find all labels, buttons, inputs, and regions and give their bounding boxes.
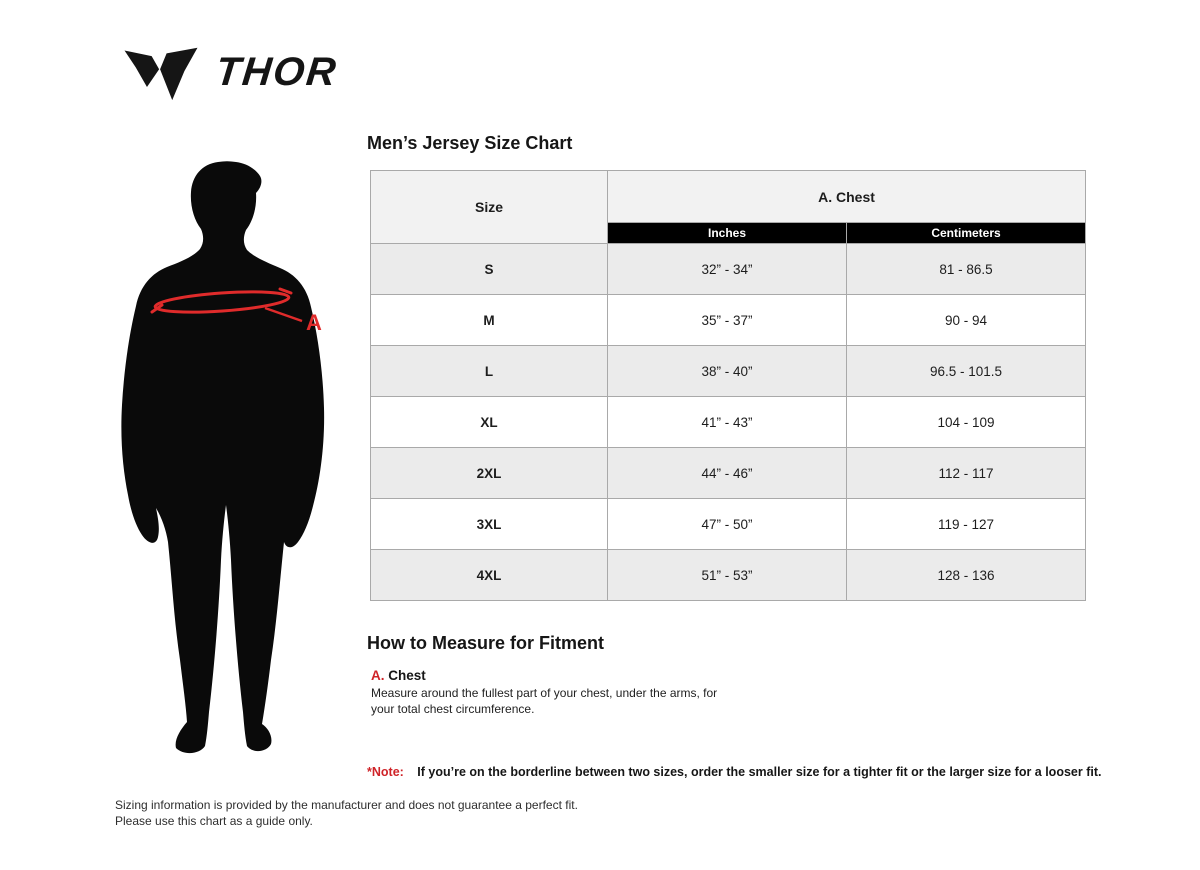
male-silhouette-icon — [110, 150, 360, 770]
centimeters-value: 128 - 136 — [847, 550, 1086, 601]
table-row-2xl — [371, 448, 1086, 499]
disclaimer — [115, 797, 578, 829]
column-header-chest: A. Chest — [608, 171, 1086, 223]
brand-logo — [120, 44, 340, 102]
measurement-name: Chest — [388, 668, 426, 683]
disclaimer-line-2: Please use this chart as a guide only. — [115, 814, 313, 829]
column-header-inches: Inches — [608, 223, 847, 244]
centimeters-value: 90 - 94 — [847, 295, 1086, 346]
inches-value: 32” - 34” — [608, 244, 847, 295]
table-row-4xl — [371, 550, 1086, 601]
thor-horns-icon — [120, 44, 202, 102]
size-label: M — [371, 295, 608, 346]
size-label: L — [371, 346, 608, 397]
size-chart-title: Men’s Jersey Size Chart — [367, 133, 573, 153]
size-label: XL — [371, 397, 608, 448]
brand-wordmark: THOR — [213, 50, 340, 94]
size-label: 2XL — [371, 448, 608, 499]
how-to-measure-heading: How to Measure for Fitment — [367, 633, 605, 653]
centimeters-value: 112 - 117 — [847, 448, 1086, 499]
column-header-size: Size — [371, 171, 608, 244]
measurement-item-chest — [371, 668, 731, 717]
size-chart-table — [370, 170, 1086, 601]
note-text: If you’re on the borderline between two sizes, order the smaller size for a tighter fit or the larger size for a looser fit. — [417, 765, 1102, 779]
table-row-m — [371, 295, 1086, 346]
inches-value: 41” - 43” — [608, 397, 847, 448]
measurement-a-label: A — [306, 310, 322, 335]
centimeters-value: 81 - 86.5 — [847, 244, 1086, 295]
table-row-3xl — [371, 499, 1086, 550]
table-header-row — [371, 171, 1086, 223]
inches-value: 47” - 50” — [608, 499, 847, 550]
body-measurement-figure — [110, 150, 360, 770]
measurement-item-title — [371, 668, 731, 683]
table-row-l — [371, 346, 1086, 397]
size-label: 3XL — [371, 499, 608, 550]
table-row-xl — [371, 397, 1086, 448]
centimeters-value: 119 - 127 — [847, 499, 1086, 550]
inches-value: 51” - 53” — [608, 550, 847, 601]
measurement-key: A. — [371, 668, 385, 683]
column-header-centimeters: Centimeters — [847, 223, 1086, 244]
disclaimer-line-1: Sizing information is provided by the manufacturer and does not guarantee a perfect fit. — [115, 798, 578, 812]
sizing-note — [367, 765, 1101, 779]
centimeters-value: 96.5 - 101.5 — [847, 346, 1086, 397]
centimeters-value: 104 - 109 — [847, 397, 1086, 448]
inches-value: 38” - 40” — [608, 346, 847, 397]
inches-value: 35” - 37” — [608, 295, 847, 346]
size-label: S — [371, 244, 608, 295]
inches-value: 44” - 46” — [608, 448, 847, 499]
size-label: 4XL — [371, 550, 608, 601]
table-row-s — [371, 244, 1086, 295]
measurement-description: Measure around the fullest part of your chest, under the arms, for your total chest circumference. — [371, 686, 718, 716]
note-label: *Note: — [367, 765, 404, 779]
